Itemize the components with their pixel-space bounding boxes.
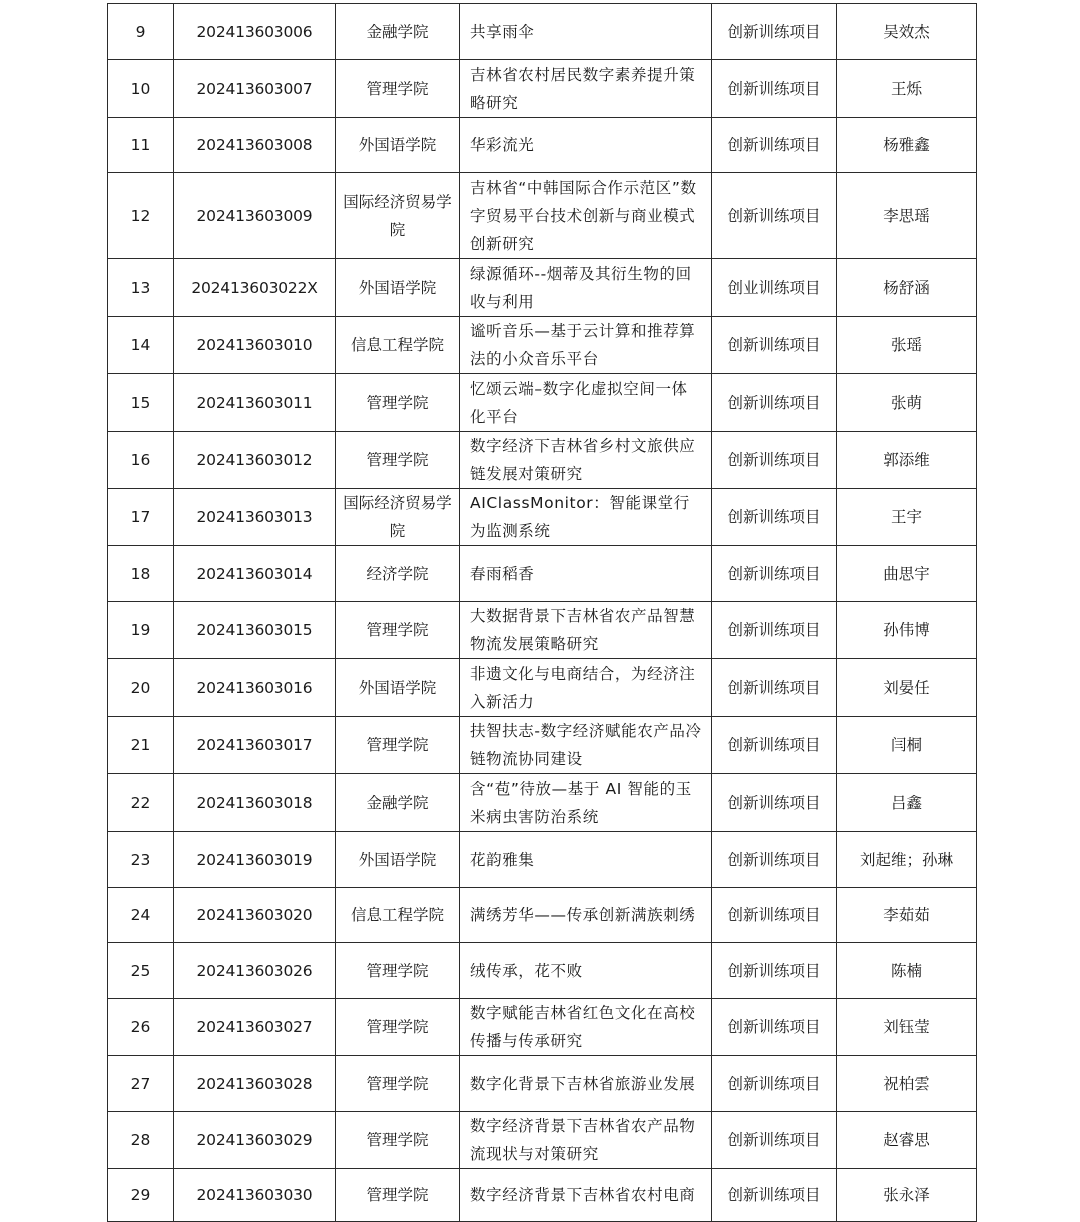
project-type: 创新训练项目 bbox=[712, 659, 837, 717]
project-name: 扶智扶志-数字经济赋能农产品冷链物流协同建设 bbox=[460, 717, 712, 774]
project-type: 创新训练项目 bbox=[712, 602, 837, 659]
row-index: 15 bbox=[108, 374, 174, 432]
college-name: 外国语学院 bbox=[336, 832, 460, 888]
table-row bbox=[108, 602, 977, 659]
project-leader: 郭添维 bbox=[837, 432, 977, 489]
project-type: 创业训练项目 bbox=[712, 259, 837, 317]
project-leader: 孙伟博 bbox=[837, 602, 977, 659]
project-name: 非遗文化与电商结合，为经济注入新活力 bbox=[460, 659, 712, 717]
college-name: 管理学院 bbox=[336, 1169, 460, 1222]
college-name: 外国语学院 bbox=[336, 118, 460, 173]
project-name: 数字赋能吉林省红色文化在高校传播与传承研究 bbox=[460, 999, 712, 1056]
table-row bbox=[108, 173, 977, 259]
project-leader: 刘晏任 bbox=[837, 659, 977, 717]
table-row bbox=[108, 432, 977, 489]
college-name: 国际经济贸易学院 bbox=[336, 173, 460, 259]
table-row bbox=[108, 888, 977, 943]
college-name: 管理学院 bbox=[336, 60, 460, 118]
table-row bbox=[108, 374, 977, 432]
project-name: 数字化背景下吉林省旅游业发展 bbox=[460, 1056, 712, 1112]
project-name: 数字经济下吉林省乡村文旅供应链发展对策研究 bbox=[460, 432, 712, 489]
project-name: 吉林省“中韩国际合作示范区”数字贸易平台技术创新与商业模式创新研究 bbox=[460, 173, 712, 259]
project-number: 202413603027 bbox=[174, 999, 336, 1056]
row-index: 22 bbox=[108, 774, 174, 832]
project-leader: 李思瑶 bbox=[837, 173, 977, 259]
project-name: 大数据背景下吉林省农产品智慧物流发展策略研究 bbox=[460, 602, 712, 659]
project-number: 202413603011 bbox=[174, 374, 336, 432]
college-name: 管理学院 bbox=[336, 1056, 460, 1112]
table-row bbox=[108, 774, 977, 832]
college-name: 管理学院 bbox=[336, 602, 460, 659]
project-number: 202413603029 bbox=[174, 1112, 336, 1169]
project-leader: 王烁 bbox=[837, 60, 977, 118]
project-list-table bbox=[107, 3, 977, 1222]
row-index: 29 bbox=[108, 1169, 174, 1222]
project-name: 忆颂云端–数字化虚拟空间一体化平台 bbox=[460, 374, 712, 432]
project-number: 202413603015 bbox=[174, 602, 336, 659]
table-row bbox=[108, 659, 977, 717]
row-index: 10 bbox=[108, 60, 174, 118]
row-index: 24 bbox=[108, 888, 174, 943]
project-type: 创新训练项目 bbox=[712, 774, 837, 832]
college-name: 管理学院 bbox=[336, 999, 460, 1056]
project-leader: 闫桐 bbox=[837, 717, 977, 774]
project-type: 创新训练项目 bbox=[712, 173, 837, 259]
project-name: 华彩流光 bbox=[460, 118, 712, 173]
row-index: 27 bbox=[108, 1056, 174, 1112]
row-index: 21 bbox=[108, 717, 174, 774]
college-name: 外国语学院 bbox=[336, 659, 460, 717]
row-index: 14 bbox=[108, 317, 174, 374]
row-index: 11 bbox=[108, 118, 174, 173]
project-number: 202413603030 bbox=[174, 1169, 336, 1222]
project-name: 含“苞”待放—基于 AI 智能的玉米病虫害防治系统 bbox=[460, 774, 712, 832]
project-leader: 王宇 bbox=[837, 489, 977, 546]
college-name: 外国语学院 bbox=[336, 259, 460, 317]
project-leader: 张永泽 bbox=[837, 1169, 977, 1222]
table-body bbox=[108, 4, 977, 1222]
row-index: 28 bbox=[108, 1112, 174, 1169]
project-type: 创新训练项目 bbox=[712, 1169, 837, 1222]
project-number: 202413603014 bbox=[174, 546, 336, 602]
project-number: 202413603010 bbox=[174, 317, 336, 374]
college-name: 信息工程学院 bbox=[336, 888, 460, 943]
row-index: 17 bbox=[108, 489, 174, 546]
table-row bbox=[108, 999, 977, 1056]
college-name: 管理学院 bbox=[336, 717, 460, 774]
project-type: 创新训练项目 bbox=[712, 717, 837, 774]
table-row bbox=[108, 546, 977, 602]
project-name: 绿源循环--烟蒂及其衍生物的回收与利用 bbox=[460, 259, 712, 317]
table-row bbox=[108, 317, 977, 374]
project-type: 创新训练项目 bbox=[712, 432, 837, 489]
row-index: 23 bbox=[108, 832, 174, 888]
row-index: 25 bbox=[108, 943, 174, 999]
project-leader: 李茹茹 bbox=[837, 888, 977, 943]
project-number: 202413603013 bbox=[174, 489, 336, 546]
project-name: AIClassMonitor：智能课堂行为监测系统 bbox=[460, 489, 712, 546]
project-leader: 杨舒涵 bbox=[837, 259, 977, 317]
project-leader: 曲思宇 bbox=[837, 546, 977, 602]
project-leader: 刘钰莹 bbox=[837, 999, 977, 1056]
table-row bbox=[108, 1112, 977, 1169]
project-type: 创新训练项目 bbox=[712, 546, 837, 602]
project-name: 绒传承，花不败 bbox=[460, 943, 712, 999]
row-index: 12 bbox=[108, 173, 174, 259]
project-type: 创新训练项目 bbox=[712, 1112, 837, 1169]
project-leader: 吕鑫 bbox=[837, 774, 977, 832]
project-leader: 吴效杰 bbox=[837, 4, 977, 60]
project-type: 创新训练项目 bbox=[712, 832, 837, 888]
college-name: 信息工程学院 bbox=[336, 317, 460, 374]
project-leader: 张萌 bbox=[837, 374, 977, 432]
project-name: 数字经济背景下吉林省农村电商 bbox=[460, 1169, 712, 1222]
project-leader: 杨雅鑫 bbox=[837, 118, 977, 173]
project-number: 202413603006 bbox=[174, 4, 336, 60]
project-number: 202413603016 bbox=[174, 659, 336, 717]
project-number: 202413603012 bbox=[174, 432, 336, 489]
project-type: 创新训练项目 bbox=[712, 943, 837, 999]
project-type: 创新训练项目 bbox=[712, 1056, 837, 1112]
project-name: 满绣芳华——传承创新满族刺绣 bbox=[460, 888, 712, 943]
project-number: 202413603019 bbox=[174, 832, 336, 888]
table-row bbox=[108, 60, 977, 118]
college-name: 管理学院 bbox=[336, 943, 460, 999]
project-number: 202413603026 bbox=[174, 943, 336, 999]
table-row bbox=[108, 717, 977, 774]
project-leader: 刘起维；孙琳 bbox=[837, 832, 977, 888]
college-name: 经济学院 bbox=[336, 546, 460, 602]
project-type: 创新训练项目 bbox=[712, 999, 837, 1056]
project-type: 创新训练项目 bbox=[712, 888, 837, 943]
row-index: 9 bbox=[108, 4, 174, 60]
project-number: 202413603008 bbox=[174, 118, 336, 173]
college-name: 管理学院 bbox=[336, 432, 460, 489]
table-row bbox=[108, 943, 977, 999]
project-type: 创新训练项目 bbox=[712, 60, 837, 118]
college-name: 国际经济贸易学院 bbox=[336, 489, 460, 546]
table-row bbox=[108, 4, 977, 60]
project-number: 202413603028 bbox=[174, 1056, 336, 1112]
project-number: 202413603009 bbox=[174, 173, 336, 259]
project-type: 创新训练项目 bbox=[712, 317, 837, 374]
project-number: 202413603018 bbox=[174, 774, 336, 832]
college-name: 管理学院 bbox=[336, 374, 460, 432]
project-number: 202413603022X bbox=[174, 259, 336, 317]
table-row bbox=[108, 1056, 977, 1112]
project-type: 创新训练项目 bbox=[712, 374, 837, 432]
project-name: 共享雨伞 bbox=[460, 4, 712, 60]
table-row bbox=[108, 259, 977, 317]
table-row bbox=[108, 1169, 977, 1222]
project-number: 202413603020 bbox=[174, 888, 336, 943]
table-row bbox=[108, 832, 977, 888]
college-name: 金融学院 bbox=[336, 4, 460, 60]
row-index: 19 bbox=[108, 602, 174, 659]
row-index: 26 bbox=[108, 999, 174, 1056]
project-leader: 陈楠 bbox=[837, 943, 977, 999]
table-row bbox=[108, 118, 977, 173]
project-name: 花韵雅集 bbox=[460, 832, 712, 888]
project-type: 创新训练项目 bbox=[712, 118, 837, 173]
project-leader: 祝柏雲 bbox=[837, 1056, 977, 1112]
project-leader: 张瑶 bbox=[837, 317, 977, 374]
row-index: 16 bbox=[108, 432, 174, 489]
college-name: 管理学院 bbox=[336, 1112, 460, 1169]
project-name: 吉林省农村居民数字素养提升策略研究 bbox=[460, 60, 712, 118]
project-name: 数字经济背景下吉林省农产品物流现状与对策研究 bbox=[460, 1112, 712, 1169]
project-leader: 赵睿思 bbox=[837, 1112, 977, 1169]
project-number: 202413603017 bbox=[174, 717, 336, 774]
row-index: 20 bbox=[108, 659, 174, 717]
table-row bbox=[108, 489, 977, 546]
project-type: 创新训练项目 bbox=[712, 4, 837, 60]
project-list-table-container bbox=[107, 3, 976, 1222]
project-type: 创新训练项目 bbox=[712, 489, 837, 546]
college-name: 金融学院 bbox=[336, 774, 460, 832]
project-name: 谧听音乐—基于云计算和推荐算法的小众音乐平台 bbox=[460, 317, 712, 374]
project-name: 春雨稻香 bbox=[460, 546, 712, 602]
project-number: 202413603007 bbox=[174, 60, 336, 118]
row-index: 13 bbox=[108, 259, 174, 317]
row-index: 18 bbox=[108, 546, 174, 602]
